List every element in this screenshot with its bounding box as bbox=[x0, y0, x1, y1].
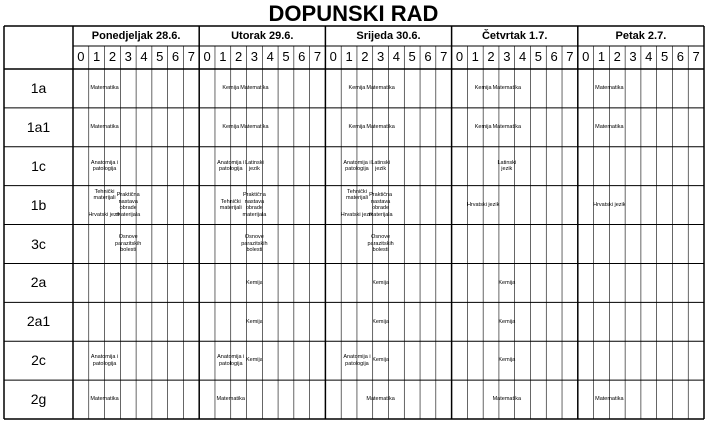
schedule-entry: Anatomija i patologija bbox=[217, 354, 245, 367]
class-label: 1b bbox=[30, 196, 47, 213]
schedule-entry: Kemija bbox=[348, 85, 366, 92]
class-label: 2a1 bbox=[26, 313, 51, 330]
period-number: 5 bbox=[282, 49, 290, 64]
class-label: 1a bbox=[30, 80, 47, 96]
schedule-entry: Matematika bbox=[90, 85, 119, 92]
period-number: 5 bbox=[660, 49, 669, 64]
schedule-entry: Anatomija i patologija bbox=[217, 159, 245, 173]
period-number: 0 bbox=[455, 49, 464, 64]
schedule-entry: Kemija bbox=[245, 279, 263, 286]
period-number: 4 bbox=[140, 49, 148, 64]
schedule-entry: Latinski jezik bbox=[371, 159, 390, 173]
period-number: 2 bbox=[613, 49, 621, 64]
period-number: 6 bbox=[424, 49, 432, 64]
schedule-entry: Matematika bbox=[90, 396, 119, 403]
day-header: Ponedjeljak 28.6. bbox=[91, 30, 181, 42]
period-number: 0 bbox=[329, 49, 337, 64]
class-label: 1a1 bbox=[26, 118, 51, 135]
schedule-entry: Matematika bbox=[366, 85, 395, 92]
class-label: 2g bbox=[30, 391, 47, 408]
schedule-entry: Kemija bbox=[372, 279, 389, 286]
schedule-entry: Tehnički materijali bbox=[93, 188, 116, 202]
period-number: 1 bbox=[471, 49, 479, 64]
period-number: 2 bbox=[361, 49, 369, 64]
schedule-entry: Hrvatski jezik bbox=[593, 201, 626, 208]
period-number: 1 bbox=[93, 49, 101, 64]
period-number: 6 bbox=[550, 49, 558, 64]
class-label: 1c bbox=[31, 157, 46, 174]
schedule-entry: Tehnički materijali bbox=[345, 188, 368, 202]
schedule-entry: Kemija bbox=[498, 279, 516, 286]
schedule-entry: Matematika bbox=[240, 124, 269, 131]
class-label: 2a bbox=[30, 274, 47, 291]
period-number: 5 bbox=[408, 49, 416, 64]
schedule-entry: Latinski jezik bbox=[497, 159, 517, 173]
period-number: 3 bbox=[250, 49, 259, 64]
period-number: 4 bbox=[645, 49, 653, 64]
schedule-entry: Anatomija i patologija bbox=[90, 159, 119, 173]
schedule-entry: Praktična nastava obrade materijala bbox=[368, 192, 393, 218]
period-number: 3 bbox=[503, 49, 511, 64]
schedule-entry: Matematika bbox=[90, 124, 119, 131]
period-number: 1 bbox=[219, 49, 227, 64]
period-number: 7 bbox=[187, 49, 195, 64]
schedule-entry: Latinski jezik bbox=[245, 159, 264, 173]
schedule-entry: Matematika bbox=[366, 124, 395, 131]
class-label: 3c bbox=[31, 235, 46, 252]
schedule-entry: Matematika bbox=[492, 124, 522, 131]
period-number: 0 bbox=[77, 49, 85, 64]
period-number: 4 bbox=[392, 49, 400, 64]
schedule-entry: Praktična nastava obrade materijala bbox=[116, 192, 141, 218]
schedule-entry: Hrvatski jezik bbox=[88, 211, 121, 218]
period-number: 6 bbox=[298, 49, 306, 64]
day-header: Četvrtak 1.7. bbox=[481, 30, 548, 42]
schedule-entry: Kemija bbox=[498, 357, 516, 364]
schedule-entry: Matematika bbox=[216, 396, 245, 403]
period-number: 4 bbox=[266, 49, 274, 64]
schedule-entry: Praktična nastava obrade materijala bbox=[242, 192, 267, 218]
schedule-entry: Kemija bbox=[474, 85, 492, 92]
period-number: 4 bbox=[518, 49, 527, 64]
period-number: 3 bbox=[124, 49, 132, 64]
schedule-entry: Matematika bbox=[366, 396, 395, 403]
period-number: 3 bbox=[376, 49, 385, 64]
day-header: Srijeda 30.6. bbox=[356, 30, 421, 42]
schedule-entry: Osnove parazitskih bolesti bbox=[241, 234, 268, 254]
day-header: Utorak 29.6. bbox=[231, 30, 294, 42]
schedule-entry: Hrvatski jezik bbox=[466, 201, 500, 208]
period-number: 6 bbox=[676, 49, 684, 64]
schedule-entry: Matematika bbox=[492, 85, 522, 92]
schedule-entry: Kemija bbox=[372, 357, 389, 364]
period-number: 7 bbox=[313, 49, 322, 64]
schedule-entry: Kemija bbox=[222, 124, 240, 131]
schedule-entry: Osnove parazitskih bolesti bbox=[367, 234, 394, 254]
period-number: 6 bbox=[171, 49, 180, 64]
period-number: 5 bbox=[534, 49, 542, 64]
schedule-entry: Anatomija i patologija bbox=[343, 159, 371, 173]
schedule-entry: Kemija bbox=[348, 124, 366, 131]
period-number: 7 bbox=[440, 49, 448, 64]
schedule-entry: Kemija bbox=[498, 318, 516, 325]
schedule-entry: Anatomija i patologija bbox=[343, 354, 371, 367]
period-number: 2 bbox=[235, 49, 243, 64]
schedule-entry: Kemija bbox=[474, 124, 492, 131]
period-number: 0 bbox=[203, 49, 211, 64]
schedule-entry: Osnove parazitskih bolesti bbox=[115, 234, 142, 254]
schedule-entry: Kemija bbox=[245, 357, 263, 364]
schedule-entry: Kemija bbox=[245, 318, 263, 325]
schedule-entry: Matematika bbox=[595, 124, 624, 131]
day-header: Petak 2.7. bbox=[615, 30, 667, 42]
period-number: 1 bbox=[597, 49, 606, 64]
schedule-entry: Matematika bbox=[595, 396, 624, 403]
schedule-entry: Anatomija i patologija bbox=[90, 354, 119, 367]
period-number: 5 bbox=[156, 49, 164, 64]
schedule-entry: Hrvatski jezik bbox=[340, 211, 374, 218]
period-number: 7 bbox=[692, 49, 700, 64]
period-number: 3 bbox=[629, 49, 637, 64]
schedule-entry: Tehnički materijali bbox=[219, 198, 242, 212]
schedule-entry: Kemija bbox=[372, 318, 389, 325]
period-number: 7 bbox=[566, 49, 574, 64]
period-number: 2 bbox=[108, 49, 117, 64]
schedule-entry: Matematika bbox=[595, 85, 624, 92]
period-number: 1 bbox=[345, 49, 353, 64]
schedule-entry: Matematika bbox=[240, 85, 269, 92]
schedule-entry: Matematika bbox=[492, 396, 522, 403]
page-title: DOPUNSKI RAD bbox=[268, 1, 439, 26]
schedule-entry: Kemija bbox=[222, 85, 240, 92]
period-number: 2 bbox=[487, 49, 495, 64]
period-number: 0 bbox=[582, 49, 590, 64]
class-label: 2c bbox=[31, 352, 46, 369]
